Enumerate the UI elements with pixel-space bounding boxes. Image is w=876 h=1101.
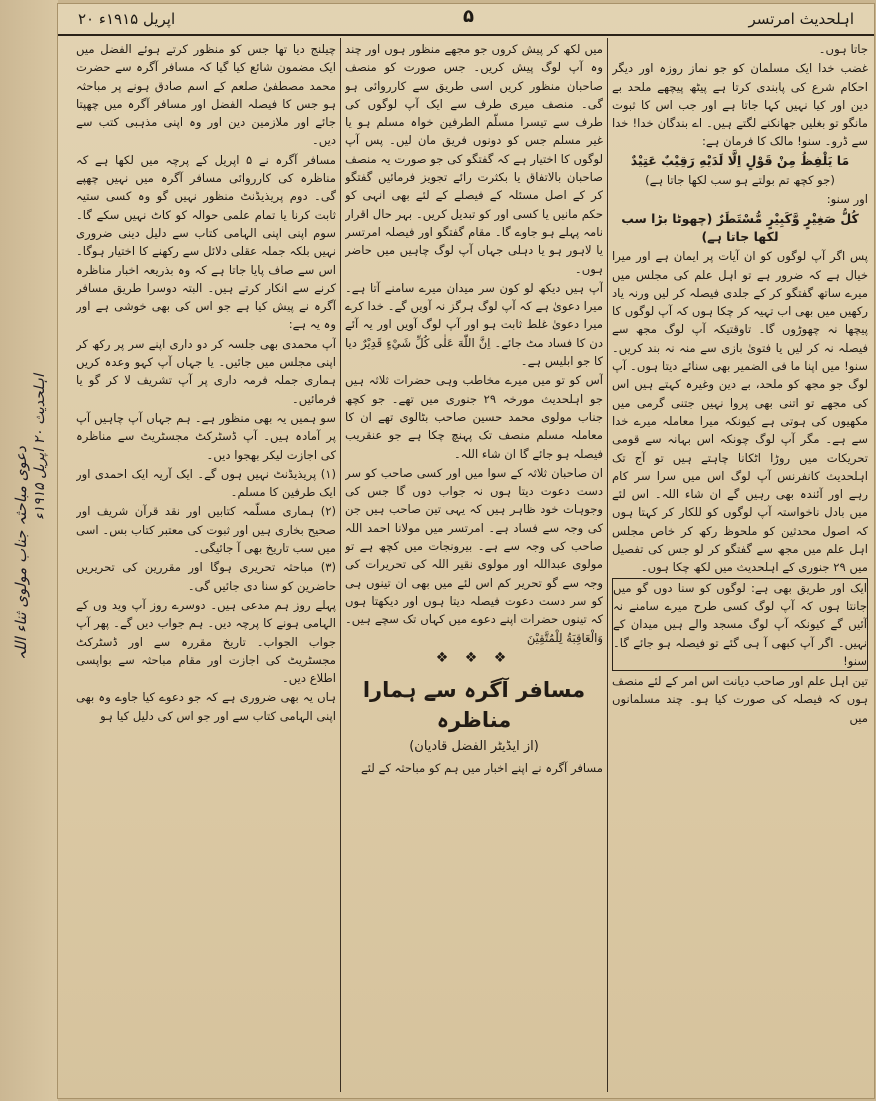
column-divider [340, 38, 341, 1092]
paragraph: ان صاحبان ثلاثہ کے سوا میں اور کسی صاحب کو سر دست دعوت دیتا ہوں نہ جواب دوں گا جس کی وجوہات خود ظاہر ہیں کہ یہی تین صاحب ہیں جن کی وجہ سے فساد ہے۔ امرتسر میں مولانا احمد اللہ صاحب کی وجہ سے ہے۔ بیرونجات میں کچھ ہے تو مولوی عبداللہ اور مولوی نقیر اللہ کی تحریرات کی وجہ سے گو تحریر کم اس لئے میں بھی ان تینوں ہی کو سر دست دعوت فیصلہ دیتا ہوں اور دیکھتا ہوں کہ تینوں حضرات اپنے دعوے میں کہاں تک سچے ہیں۔ وَالْعَاقِبَةُ لِلْمُتَّقِيْنَ [345, 465, 603, 645]
paragraph: ہاں یہ بھی ضروری ہے کہ جو دعوے کیا جاوے وہ بھی اپنی الہامی کتاب سے اور جو اس کی دلیل کیا ہو [76, 690, 336, 723]
page-margin [0, 0, 58, 1101]
paragraph: سو ہمیں یہ بھی منظور ہے۔ ہم جہاں آپ چاہیں آپ پر آمادہ ہیں۔ آپ ڈسٹرکٹ مجسٹریٹ سے مناظرہ کی اجازت لیکر بھجوا دیں۔ [76, 410, 336, 462]
paragraph: غضب خدا ایک مسلمان کو جو نماز روزہ اور دیگر احکام شرع کی پابندی کرتا ہے پیٹھ پیچھے ملحد بے دین اور کیا نہیں کہا جاتا ہے اور جب اس کا ثبوت مانگو تو بغلیں جھانکنے لگتے ہیں۔ اے بندگان خدا! خدا سے ڈرو۔ سنو! مالک کا فرمان ہے: [612, 61, 868, 149]
middle-column [345, 40, 603, 1090]
list-item: (۲) ہماری مسلّمہ کتابیں اور نقد قرآن شریف اور صحیح بخاری ہیں اور ثبوت کی معتبر کتاب بس۔ اسی میں سب تاریخ بھی آ جائیگی۔ [76, 504, 336, 556]
list-item: (۱) پریذیڈنٹ نہیں ہوں گے۔ ایک آریہ ایک احمدی اور ایک طرفین کا مسلم۔ [76, 466, 336, 500]
page-header [58, 4, 874, 36]
paragraph: آپ ہیں دیکھ لو کون سر میدان میرے سامنے آتا ہے۔ میرا دعویٰ ہے کہ آپ لوگ ہرگز نہ آویں گے۔ خدا کرے میرا دعویٰ غلط ثابت ہو اور آپ لوگ آویں اور یہ آئے دن کا فساد مٹ جائے۔ اِنَّ اللّٰهَ عَلٰى كُلِّ شَيْءٍ قَدِيْرٌ دیا کا جو ابلیس ہے۔ [345, 280, 603, 369]
list-item: (۳) مباحثہ تحریری ہوگا اور مقررین کی تحریریں حاضرین کو سنا دی جائیں گی۔ [76, 560, 336, 593]
article-byline: (از ایڈیٹر الفضل قادیان) [409, 739, 539, 755]
verse-translation: (جو کچھ تم بولتے ہو سب لکھا جاتا ہے) [645, 173, 835, 188]
quran-verse: مَا يَلْفِظُ مِنْ قَوْلٍ اِلَّا لَدَيْهِ رَقِيْبٌ عَتِيْدٌ [630, 152, 850, 168]
margin-note-2: اہلحدیث ۲۰ اپریل ۱۹۱۵ء [32, 374, 48, 520]
handwritten-margin-note [2, 360, 58, 680]
margin-note-1: دعوی مباحثہ جناب مولوی ثناء اللہ [12, 446, 30, 660]
paragraph: پہلے روز ہم مدعی ہیں۔ دوسرے روز آپ وید وں کے الہامی ہونے کا پرچہ دیں۔ ہم جواب دیں گے۔ پھر آپ جواب الجواب۔ تاریخ مقررہ سے اور ڈسٹرکٹ مجسٹریٹ کی اجازت اور مقام مباحثہ سے بواپسی اطلاع دیں۔ [76, 597, 336, 686]
newspaper-page [58, 4, 874, 1098]
paragraph: اور سنو: [826, 192, 868, 207]
paragraph: مسافر آگرہ نے اپنے اخبار میں ہم کو مباحثہ کے لئے [361, 761, 603, 776]
paragraph: پس اگر آپ لوگوں کو ان آیات پر ایمان ہے اور میرا خیال ہے کہ ضرور ہے تو اہل علم کی مجلس میں میرے ساتھ گفتگو کر کے جلدی فیصلہ کر لیں ورنہ یاد رکھیں میں بھی اب تہیہ کر چکا ہوں کہ آپ لوگوں کا پیچھا نہ چھوڑوں گا۔ تاوقتیکہ آپ لوگ مجھ سے فیصلہ نہ کر لیں یا فتویٰ بازی سے منہ نہ بند کریں۔ سنو! میں اپنا ما فی الضمیر بھی سنائے دیتا ہوں۔ آپ لوگ جو مجھ کو ملحد، بے دین وغیرہ کہتے ہیں اس کی مجھے تو اتنی بھی پروا نہیں جتنی گرمی میں مکھیوں کی ہوتی ہے کیونکہ میرا معاملہ میرے خدا سے ہے۔ مگر آپ لوگ چونکہ اس بہانہ سے قومی تحریکات میں روڑا اٹکانا چاہتے ہیں تو آج تک اہلحدیث کانفرنس آپ لوگ اس میں سرا سر کام رہے اور آئندہ بھی رہیں گے ان شاء اللہ۔ اس لئے میں بادل ناخواستہ آپ لوگوں کو للکار کر کہتا ہوں کہ اصول محدثین کو ملحوظ رکھ کر خاص مجلس اہل علم میں مجھ سے گفتگو کر لو جس کی تفصیل میں ۲۹ جنوری کے اہلحدیث میں لکھ چکا ہوں۔ [612, 249, 868, 575]
paragraph: مسافر آگرہ نے ۵ اپریل کے پرچہ میں لکھا ہے کہ مناظرہ کی کارروائی مسافر آگرہ میں نہیں چھپے گی۔ دوم پریذیڈنٹ منظور نہیں گو وہ کسی ستیہ ثابت کرنا یا تمام علمی حوالہ کو کاٹ نہیں سکے گا۔ سوم اپنی اپنی الہامی کتاب سے دلیل دینی ضروری نہیں بلکہ جملہ عقلی دلائل سے رکھنے کا اختیار ہوگا۔ اس سے صاف پایا جاتا ہے کہ وہ بذریعہ اخبار مناظرہ کرنے سے انکار کرتے ہیں۔ البتہ دوسرا طریق مسافر آگرہ نے پیش کیا ہے جو اس کی بھی خوشی ہے اور وہ یہ ہے: [76, 152, 336, 332]
newspaper-name: اہلحدیث امرتسر [748, 10, 854, 28]
paragraph: آس کو تو میں میرے مخاطب وہی حضرات ثلاثہ ہیں جو اہلحدیث مورخہ ۲۹ جنوری میں تھے۔ جو کچھ جناب مولوی محمد حسین صاحب بٹالوی تھے ان کا معاملہ مسلم منصف تک پہنچ چکا ہے جو عنقریب فیصلہ ہو جائے گا ان شاء اللہ۔ [345, 373, 603, 461]
issue-date: ۲۰ اپریل ۱۹۱۵ء [78, 10, 176, 28]
left-column [76, 40, 336, 1090]
paragraph: میں لکھ کر پیش کروں جو مجھے منظور ہوں اور چند وہ آپ لوگ پیش کریں۔ جس صورت کو منصف صاحبان منظور کریں اسی طریق سے کارروائی ہو گی۔ منصف میری طرف سے ایک آپ لوگوں کی طرف سے تیسرا مسلّم الطرفین خواہ مسلم ہو یا غیر مسلم جس کو دونوں فریق مان لیں۔ پس آپ لوگوں کا اختیار ہے کہ گفتگو کی جو صورت یہ منصف صاحبان بالاتفاق یا بکثرت رائے تجویز فرمائیں گفتگو کر کے اصل مسئلہ کے فیصلے کے لئے بھی انہی کو حکم مانیں یا کسی اور کو تبدیل کریں۔ بہر حال اقرار نامہ پہلے ہو جاوے گا۔ مقام گفتگو اور فیصلہ امرتسر یا لاہور ہو یا دہلی جہاں آپ لوگ چاہیں میں حاضر ہوں۔ [345, 42, 603, 276]
paragraph: آپ محمدی بھی جلسہ کر دو داری اپنے سر پر رکھ کر اپنی مجلس میں جائیں۔ یا جہاں آپ کہو وعدہ کریں ہماری جملہ فرمہ داری پر آپ تشریف لا کر گو یا فرمائیں۔ [76, 336, 336, 406]
quran-verse: كُلُّ صَغِيْرٍ وَّكَبِيْرٍ مُّسْتَطَرٌ (چھوٹا بڑا سب لکھا جاتا ہے) [621, 210, 859, 244]
column-divider [607, 38, 608, 1092]
page-number: ۵ [463, 6, 474, 27]
paragraph: تین اہل علم اور صاحب دیانت اس امر کے لئے منصف ہوں کہ فیصلہ کی صورت کیا ہو۔ چند مسلمانوں میں [612, 674, 868, 725]
boxed-paragraph: ایک اور طریق بھی ہے: لوگوں کو سنا دوں گو میں جانتا ہوں کہ آپ لوگ کسی طرح میرے سامنے نہ آئیں گے کیونکہ آپ لوگ مسجد والے ہیں میدان کے نہیں۔ اگر آپ کبھی آ ہی گئے تو فیصلہ ہو جائے گا۔ سنو! [612, 578, 868, 671]
article-heading: مسافر آگرہ سے ہمارا مناظرہ [362, 678, 586, 733]
paragraph: جاتا ہوں۔ [818, 42, 868, 56]
paragraph: چیلنج دیا تھا جس کو منظور کرتے ہوئے الفضل میں ایک مضمون شائع کیا گیا کہ مسافر آگرہ سے حضرت محمد مصطفیٰ صلعم کے اسم صادق ہونے پر مباحثہ ہو جس کا فیصلہ الفضل اور مسافر آگرہ میں چھپتا جائے اور ملازمین دین اور وہ اپنی مذہبی کتب سے دیں۔ [76, 42, 336, 148]
right-column [612, 40, 868, 1090]
ornament-divider: ❖ ❖ ❖ [435, 649, 513, 666]
